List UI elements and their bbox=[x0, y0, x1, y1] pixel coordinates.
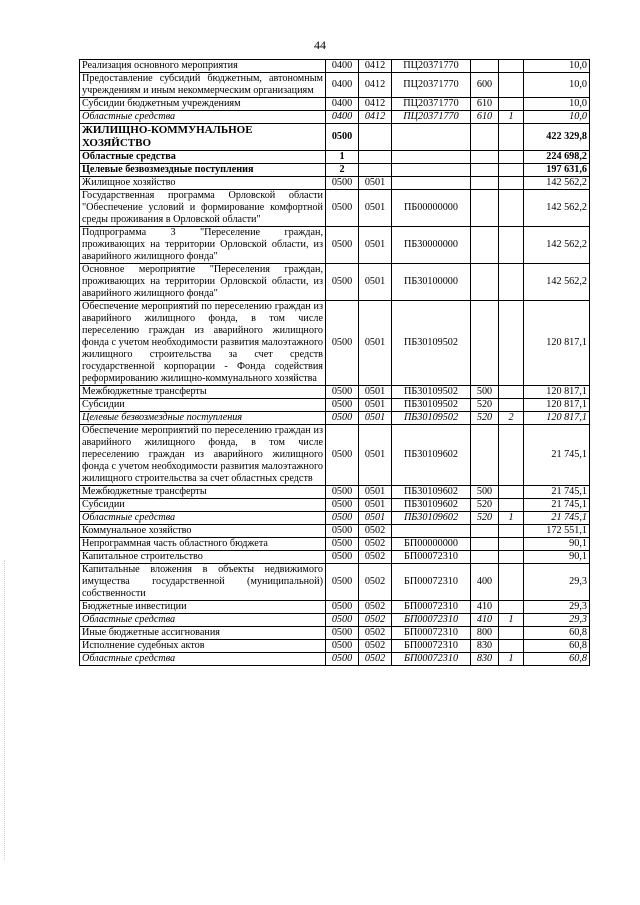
row-section-code: 0500 bbox=[326, 177, 359, 190]
row-sum: 21 745,1 bbox=[524, 486, 590, 499]
row-target-article: ПБ30100000 bbox=[392, 264, 471, 301]
row-section-code: 0500 bbox=[326, 653, 359, 666]
row-expense-type bbox=[471, 264, 499, 301]
table-row bbox=[80, 264, 590, 301]
row-subsection-code: 0412 bbox=[359, 98, 392, 111]
row-funding-source bbox=[499, 301, 524, 386]
row-target-article: ПЦ20371770 bbox=[392, 73, 471, 98]
row-subsection-code: 0501 bbox=[359, 425, 392, 486]
row-expense-type: 610 bbox=[471, 111, 499, 124]
row-expense-type bbox=[471, 151, 499, 164]
row-target-article: ПБ30109502 bbox=[392, 301, 471, 386]
row-subsection-code: 0502 bbox=[359, 525, 392, 538]
row-target-article bbox=[392, 164, 471, 177]
row-funding-source bbox=[499, 227, 524, 264]
row-funding-source bbox=[499, 627, 524, 640]
row-target-article: ПБ00000000 bbox=[392, 190, 471, 227]
row-target-article: БП00000000 bbox=[392, 538, 471, 551]
table-row bbox=[80, 538, 590, 551]
row-expense-type bbox=[471, 177, 499, 190]
row-name: Непрограммная часть областного бюджета bbox=[80, 538, 326, 551]
row-name: Обеспечение мероприятий по переселению граждан из аварийного жилищного фонда, в том числе переселению граждан из аварийного жилищного фонда с учетом необходимости развития малоэтажного жилищного строительства за счет областных средств bbox=[80, 425, 326, 486]
row-sum: 142 562,2 bbox=[524, 264, 590, 301]
row-expense-type: 520 bbox=[471, 512, 499, 525]
row-expense-type: 830 bbox=[471, 653, 499, 666]
row-expense-type: 830 bbox=[471, 640, 499, 653]
row-expense-type bbox=[471, 227, 499, 264]
row-funding-source bbox=[499, 164, 524, 177]
page-number: 44 bbox=[314, 38, 326, 52]
row-target-article: БП00072310 bbox=[392, 601, 471, 614]
row-sum: 90,1 bbox=[524, 551, 590, 564]
row-section-code: 0500 bbox=[326, 640, 359, 653]
row-funding-source: 2 bbox=[499, 412, 524, 425]
row-sum: 10,0 bbox=[524, 60, 590, 73]
row-funding-source bbox=[499, 264, 524, 301]
table-row bbox=[80, 164, 590, 177]
row-section-code: 0500 bbox=[326, 486, 359, 499]
row-name: Реализация основного мероприятия bbox=[80, 60, 326, 73]
row-sum: 60,8 bbox=[524, 640, 590, 653]
row-expense-type bbox=[471, 164, 499, 177]
row-expense-type bbox=[471, 551, 499, 564]
row-expense-type bbox=[471, 538, 499, 551]
row-section-code: 0500 bbox=[326, 227, 359, 264]
row-name: Областные средства bbox=[80, 512, 326, 525]
row-funding-source: 1 bbox=[499, 653, 524, 666]
row-name: Обеспечение мероприятий по переселению граждан из аварийного жилищного фонда, в том числе переселению граждан из аварийного жилищного фонда с учетом необходимости развития малоэтажного жилищного строительства за счет средств государственной корпорации - Фонда содействия реформированию жилищно-коммунального хозяйства bbox=[80, 301, 326, 386]
table-row bbox=[80, 124, 590, 151]
row-sum: 120 817,1 bbox=[524, 399, 590, 412]
row-subsection-code: 0501 bbox=[359, 486, 392, 499]
row-sum: 10,0 bbox=[524, 111, 590, 124]
row-subsection-code: 0502 bbox=[359, 601, 392, 614]
row-target-article: ПБ30109602 bbox=[392, 425, 471, 486]
row-name: Капитальное строительство bbox=[80, 551, 326, 564]
row-subsection-code: 0502 bbox=[359, 564, 392, 601]
row-sum: 120 817,1 bbox=[524, 301, 590, 386]
row-target-article: ПБ30109602 bbox=[392, 499, 471, 512]
row-sum: 120 817,1 bbox=[524, 412, 590, 425]
row-name: Субсидии bbox=[80, 399, 326, 412]
row-sum: 142 562,2 bbox=[524, 190, 590, 227]
row-funding-source bbox=[499, 499, 524, 512]
row-sum: 10,0 bbox=[524, 98, 590, 111]
row-target-article: ПБ30109602 bbox=[392, 512, 471, 525]
row-sum: 172 551,1 bbox=[524, 525, 590, 538]
row-name: Субсидии bbox=[80, 499, 326, 512]
table-row bbox=[80, 111, 590, 124]
row-subsection-code: 0501 bbox=[359, 227, 392, 264]
row-target-article bbox=[392, 151, 471, 164]
row-funding-source bbox=[499, 190, 524, 227]
row-name: Субсидии бюджетным учреждениям bbox=[80, 98, 326, 111]
row-target-article: ПЦ20371770 bbox=[392, 98, 471, 111]
row-funding-source bbox=[499, 551, 524, 564]
row-funding-source: 1 bbox=[499, 614, 524, 627]
row-expense-type: 800 bbox=[471, 627, 499, 640]
row-target-article: ПБ30109602 bbox=[392, 486, 471, 499]
table-row bbox=[80, 190, 590, 227]
table-row bbox=[80, 627, 590, 640]
table-row bbox=[80, 499, 590, 512]
row-funding-source bbox=[499, 525, 524, 538]
table-row bbox=[80, 177, 590, 190]
row-target-article: БП00072310 bbox=[392, 551, 471, 564]
row-expense-type: 500 bbox=[471, 486, 499, 499]
row-expense-type: 520 bbox=[471, 499, 499, 512]
row-section-code: 0500 bbox=[326, 425, 359, 486]
row-expense-type bbox=[471, 525, 499, 538]
row-subsection-code: 0501 bbox=[359, 177, 392, 190]
row-expense-type: 520 bbox=[471, 412, 499, 425]
row-section-code: 0500 bbox=[326, 399, 359, 412]
row-sum: 60,8 bbox=[524, 653, 590, 666]
row-section-code: 0500 bbox=[326, 499, 359, 512]
table-row bbox=[80, 301, 590, 386]
table-row bbox=[80, 601, 590, 614]
row-subsection-code: 0502 bbox=[359, 614, 392, 627]
row-subsection-code: 0502 bbox=[359, 538, 392, 551]
row-subsection-code: 0501 bbox=[359, 399, 392, 412]
row-target-article: БП00072310 bbox=[392, 627, 471, 640]
row-sum: 142 562,2 bbox=[524, 227, 590, 264]
table-row bbox=[80, 653, 590, 666]
row-target-article bbox=[392, 177, 471, 190]
row-subsection-code: 0502 bbox=[359, 551, 392, 564]
row-section-code: 0500 bbox=[326, 614, 359, 627]
row-subsection-code: 0501 bbox=[359, 264, 392, 301]
row-section-code: 0400 bbox=[326, 98, 359, 111]
table-row bbox=[80, 227, 590, 264]
row-section-code: 0500 bbox=[326, 627, 359, 640]
row-funding-source bbox=[499, 425, 524, 486]
row-name: Целевые безвозмездные поступления bbox=[80, 164, 326, 177]
row-section-code: 0500 bbox=[326, 386, 359, 399]
row-expense-type: 400 bbox=[471, 564, 499, 601]
row-name: Капитальные вложения в объекты недвижимого имущества государственной (муниципальной) собственности bbox=[80, 564, 326, 601]
row-funding-source bbox=[499, 640, 524, 653]
row-subsection-code bbox=[359, 164, 392, 177]
row-sum: 120 817,1 bbox=[524, 386, 590, 399]
row-subsection-code: 0412 bbox=[359, 60, 392, 73]
row-target-article: ПБ30000000 bbox=[392, 227, 471, 264]
row-section-code: 0500 bbox=[326, 512, 359, 525]
table-row bbox=[80, 486, 590, 499]
row-sum: 60,8 bbox=[524, 627, 590, 640]
row-funding-source bbox=[499, 98, 524, 111]
row-section-code: 0400 bbox=[326, 111, 359, 124]
budget-table-body bbox=[80, 60, 590, 666]
table-row bbox=[80, 60, 590, 73]
row-subsection-code: 0501 bbox=[359, 499, 392, 512]
row-name: Основное мероприятие "Переселения граждан, проживающих на территории Орловской области, из аварийного жилищного фонда" bbox=[80, 264, 326, 301]
table-row bbox=[80, 425, 590, 486]
row-section-code: 0500 bbox=[326, 525, 359, 538]
row-expense-type: 610 bbox=[471, 98, 499, 111]
row-sum: 29,3 bbox=[524, 564, 590, 601]
row-name: Областные средства bbox=[80, 614, 326, 627]
row-subsection-code: 0502 bbox=[359, 627, 392, 640]
row-funding-source bbox=[499, 177, 524, 190]
row-funding-source bbox=[499, 564, 524, 601]
row-section-code: 0500 bbox=[326, 564, 359, 601]
table-row bbox=[80, 512, 590, 525]
table-row bbox=[80, 73, 590, 98]
row-target-article: ПЦ20371770 bbox=[392, 60, 471, 73]
row-name: Областные средства bbox=[80, 653, 326, 666]
row-funding-source: 1 bbox=[499, 111, 524, 124]
row-name: Подпрограмма 3 "Переселение граждан, проживающих на территории Орловской области, из аварийного жилищного фонда" bbox=[80, 227, 326, 264]
row-name: Жилищное хозяйство bbox=[80, 177, 326, 190]
row-name: Государственная программа Орловской области "Обеспечение условий и формирование комфортной среды проживания в Орловской области" bbox=[80, 190, 326, 227]
row-subsection-code: 0501 bbox=[359, 412, 392, 425]
row-name: Коммунальное хозяйство bbox=[80, 525, 326, 538]
row-subsection-code: 0501 bbox=[359, 386, 392, 399]
row-subsection-code: 0412 bbox=[359, 111, 392, 124]
table-row bbox=[80, 525, 590, 538]
row-target-article: БП00072310 bbox=[392, 640, 471, 653]
row-subsection-code: 0501 bbox=[359, 301, 392, 386]
row-section-code: 0500 bbox=[326, 538, 359, 551]
row-sum: 224 698,2 bbox=[524, 151, 590, 164]
row-target-article: ПБ30109502 bbox=[392, 386, 471, 399]
table-row bbox=[80, 614, 590, 627]
table-row bbox=[80, 386, 590, 399]
row-target-article: БП00072310 bbox=[392, 653, 471, 666]
row-section-code: 0500 bbox=[326, 190, 359, 227]
row-subsection-code: 0501 bbox=[359, 512, 392, 525]
row-sum: 21 745,1 bbox=[524, 425, 590, 486]
table-row bbox=[80, 564, 590, 601]
row-target-article: ПБ30109502 bbox=[392, 412, 471, 425]
row-section-code: 2 bbox=[326, 164, 359, 177]
budget-table bbox=[79, 59, 590, 666]
row-sum: 90,1 bbox=[524, 538, 590, 551]
row-sum: 10,0 bbox=[524, 73, 590, 98]
row-expense-type: 500 bbox=[471, 386, 499, 399]
row-subsection-code: 0502 bbox=[359, 640, 392, 653]
row-funding-source bbox=[499, 538, 524, 551]
row-sum: 422 329,8 bbox=[524, 124, 590, 151]
row-name: Бюджетные инвестиции bbox=[80, 601, 326, 614]
row-name: Иные бюджетные ассигнования bbox=[80, 627, 326, 640]
row-target-article bbox=[392, 124, 471, 151]
margin-marks bbox=[4, 560, 6, 860]
row-subsection-code bbox=[359, 124, 392, 151]
row-section-code: 0500 bbox=[326, 264, 359, 301]
row-target-article: ПБ30109502 bbox=[392, 399, 471, 412]
row-name: Областные средства bbox=[80, 151, 326, 164]
row-expense-type bbox=[471, 425, 499, 486]
row-funding-source bbox=[499, 601, 524, 614]
row-sum: 29,3 bbox=[524, 614, 590, 627]
row-funding-source bbox=[499, 386, 524, 399]
row-expense-type bbox=[471, 60, 499, 73]
row-name: Областные средства bbox=[80, 111, 326, 124]
row-funding-source bbox=[499, 399, 524, 412]
row-section-code: 0400 bbox=[326, 73, 359, 98]
row-section-code: 0500 bbox=[326, 124, 359, 151]
row-expense-type bbox=[471, 301, 499, 386]
row-section-code: 1 bbox=[326, 151, 359, 164]
row-section-code: 0400 bbox=[326, 60, 359, 73]
row-section-code: 0500 bbox=[326, 601, 359, 614]
row-target-article bbox=[392, 525, 471, 538]
row-sum: 21 745,1 bbox=[524, 512, 590, 525]
row-name: Межбюджетные трансферты bbox=[80, 386, 326, 399]
row-sum: 142 562,2 bbox=[524, 177, 590, 190]
row-name: Предоставление субсидий бюджетным, автономным учреждениям и иным некоммерческим организациям bbox=[80, 73, 326, 98]
row-sum: 21 745,1 bbox=[524, 499, 590, 512]
row-expense-type: 410 bbox=[471, 601, 499, 614]
row-expense-type: 600 bbox=[471, 73, 499, 98]
row-name: Исполнение судебных актов bbox=[80, 640, 326, 653]
row-target-article: ПЦ20371770 bbox=[392, 111, 471, 124]
table-row bbox=[80, 98, 590, 111]
table-row bbox=[80, 640, 590, 653]
row-target-article: БП00072310 bbox=[392, 564, 471, 601]
row-target-article: БП00072310 bbox=[392, 614, 471, 627]
table-row bbox=[80, 151, 590, 164]
table-row bbox=[80, 399, 590, 412]
row-expense-type: 520 bbox=[471, 399, 499, 412]
row-name: ЖИЛИЩНО-КОММУНАЛЬНОЕ ХОЗЯЙСТВО bbox=[80, 124, 326, 151]
table-row bbox=[80, 551, 590, 564]
row-funding-source bbox=[499, 60, 524, 73]
row-section-code: 0500 bbox=[326, 551, 359, 564]
row-funding-source bbox=[499, 73, 524, 98]
row-sum: 29,3 bbox=[524, 601, 590, 614]
row-funding-source: 1 bbox=[499, 512, 524, 525]
row-funding-source bbox=[499, 124, 524, 151]
row-section-code: 0500 bbox=[326, 412, 359, 425]
row-subsection-code: 0502 bbox=[359, 653, 392, 666]
row-subsection-code: 0501 bbox=[359, 190, 392, 227]
row-name: Межбюджетные трансферты bbox=[80, 486, 326, 499]
row-subsection-code: 0412 bbox=[359, 73, 392, 98]
row-sum: 197 631,6 bbox=[524, 164, 590, 177]
row-expense-type bbox=[471, 124, 499, 151]
row-funding-source bbox=[499, 151, 524, 164]
row-expense-type bbox=[471, 190, 499, 227]
table-row bbox=[80, 412, 590, 425]
row-name: Целевые безвозмездные поступления bbox=[80, 412, 326, 425]
row-section-code: 0500 bbox=[326, 301, 359, 386]
row-funding-source bbox=[499, 486, 524, 499]
row-subsection-code bbox=[359, 151, 392, 164]
row-expense-type: 410 bbox=[471, 614, 499, 627]
